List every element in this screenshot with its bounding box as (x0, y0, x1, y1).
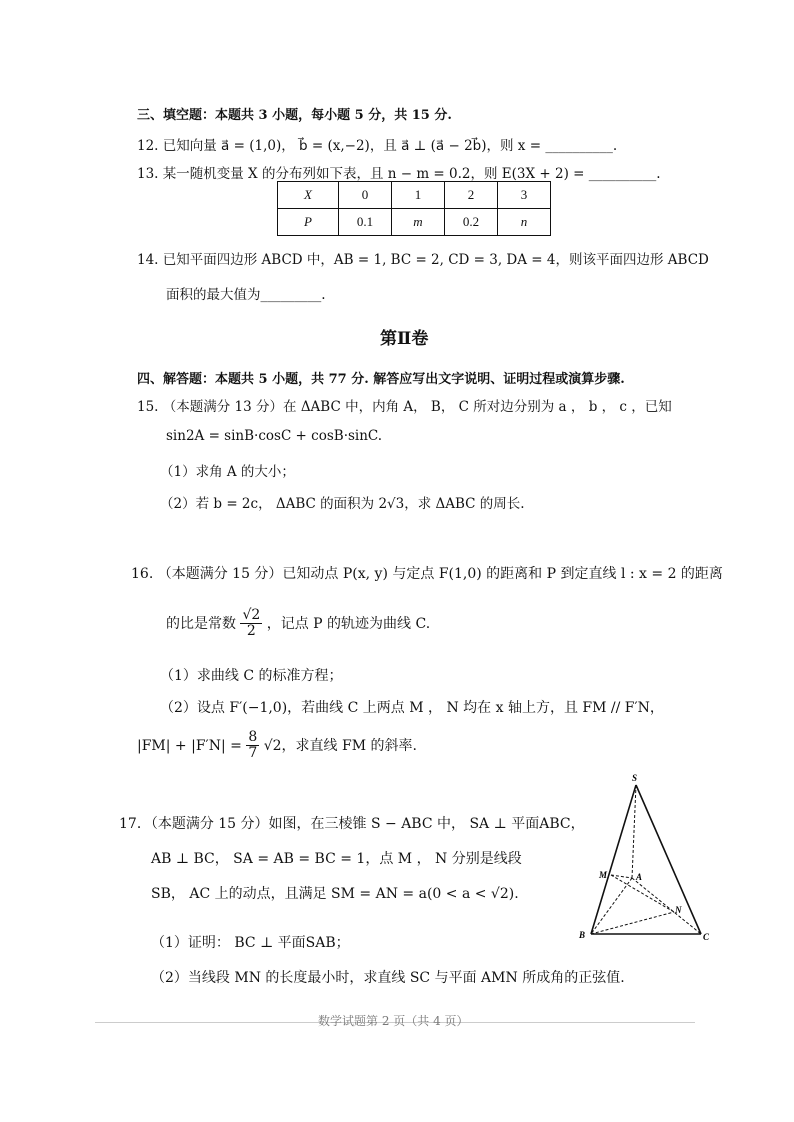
question-16-part1: （1）求曲线 C 的标准方程； (160, 668, 343, 684)
question-14-line2: 面积的最大值为_________. (166, 287, 326, 303)
question-13: 13. 某一随机变量 X 的分布列如下表，且 n − m = 0.2，则 E(3X + 2) = __________. (137, 166, 661, 182)
question-17-line1: 17．（本题满分 15 分）如图，在三棱锥 S − ABC 中， SA ⊥ 平面ABC， (119, 816, 585, 832)
tetrahedron-figure (574, 770, 724, 950)
question-17-line3: SB， AC 上的动点，且满足 SM = AN = a(0 < a < √2). (151, 886, 519, 902)
edge-AB (591, 878, 632, 934)
question-15-part1: （1）求角 A 的大小； (160, 464, 295, 480)
table-cell: 1 (392, 182, 445, 209)
question-14-line1: 14. 已知平面四边形 ABCD 中，AB = 1, BC = 2, CD = 3, DA = 4，则该平面四边形 ABCD (137, 252, 709, 268)
question-16-line5-pre: |FM| + |F′N| = (137, 737, 242, 754)
question-16-line2-pre: 的比是常数 (166, 615, 236, 632)
question-16-line1: 16. （本题满分 15 分）已知动点 P(x, y) 与定点 F(1,0) 的距离和 P 到定直线 l : x = 2 的距离 (131, 566, 723, 582)
table-cell: 0.1 (339, 209, 392, 236)
edge-SC (636, 785, 701, 934)
question-16-line5-post: √2，求直线 FM 的斜率. (263, 737, 417, 754)
fraction-numerator: √2 (242, 607, 261, 623)
table-cell: 2 (445, 182, 498, 209)
table-cell: 0 (339, 182, 392, 209)
section3-header: 三、填空题：本题共 3 小题，每小题 5 分，共 15 分. (137, 108, 452, 123)
table-cell: m (392, 209, 445, 236)
edge-AC (632, 878, 701, 934)
label-N: N (675, 905, 682, 915)
question-15-line1: 15. （本题满分 13 分）在 ΔABC 中，内角 A， B， C 所对边分别为 a ， b ， c ，已知 (137, 399, 672, 415)
distribution-table (277, 181, 551, 236)
question-16-part2: （2）设点 F′(−1,0)，若曲线 C 上两点 M ， N 均在 x 轴上方，且 FM // F′N， (160, 700, 664, 716)
segment-MA (611, 875, 632, 878)
table-row (278, 182, 551, 209)
label-A: A (636, 872, 643, 882)
fraction-sqrt2-over-2 (240, 608, 262, 640)
question-17-part2: （2）当线段 MN 的长度最小时，求直线 SC 与平面 AMN 所成角的正弦值. (151, 970, 625, 986)
question-15-line2: sin2A = sinB·cosC + cosB·sinC. (166, 428, 383, 444)
question-17-part1: （1）证明： BC ⊥ 平面SAB； (151, 935, 350, 951)
question-12: 12. 已知向量 a⃗ = (1,0)， b⃗ = (x,−2)，且 a⃗ ⊥ (a⃗ − 2b⃗)，则 x = __________. (137, 138, 618, 154)
question-16-line2-post: ，记点 P 的轨迹为曲线 C. (266, 615, 431, 632)
table-cell: 0.2 (445, 209, 498, 236)
question-16-line2 (166, 608, 430, 640)
page-footer: 数学试题第 2 页（共 4 页） (318, 1014, 469, 1028)
table-cell: P (278, 209, 339, 236)
part2-title: 第Ⅱ卷 (380, 329, 429, 349)
edge-SB (591, 785, 636, 934)
question-16-line5 (137, 730, 417, 762)
label-B: B (579, 930, 586, 940)
fraction-denominator: 7 (248, 745, 258, 762)
table-cell: n (498, 209, 551, 236)
segment-MN (611, 875, 674, 912)
fraction-8-over-7 (246, 730, 259, 762)
label-C: C (703, 932, 710, 942)
table-cell: X (278, 182, 339, 209)
label-M: M (599, 870, 608, 880)
table-row (278, 209, 551, 236)
question-17-line2: AB ⊥ BC， SA = AB = BC = 1，点 M ， N 分别是线段 (151, 851, 522, 867)
fraction-numerator: 8 (248, 729, 258, 745)
fraction-denominator: 2 (246, 623, 256, 640)
table-cell: 3 (498, 182, 551, 209)
question-15-part2: （2）若 b = 2c， ΔABC 的面积为 2√3，求 ΔABC 的周长. (160, 496, 525, 512)
label-S: S (632, 773, 638, 783)
segment-BN (591, 912, 674, 934)
section4-header: 四、解答题：本题共 5 小题，共 77 分. 解答应写出文字说明、证明过程或演算步骤. (137, 372, 625, 387)
